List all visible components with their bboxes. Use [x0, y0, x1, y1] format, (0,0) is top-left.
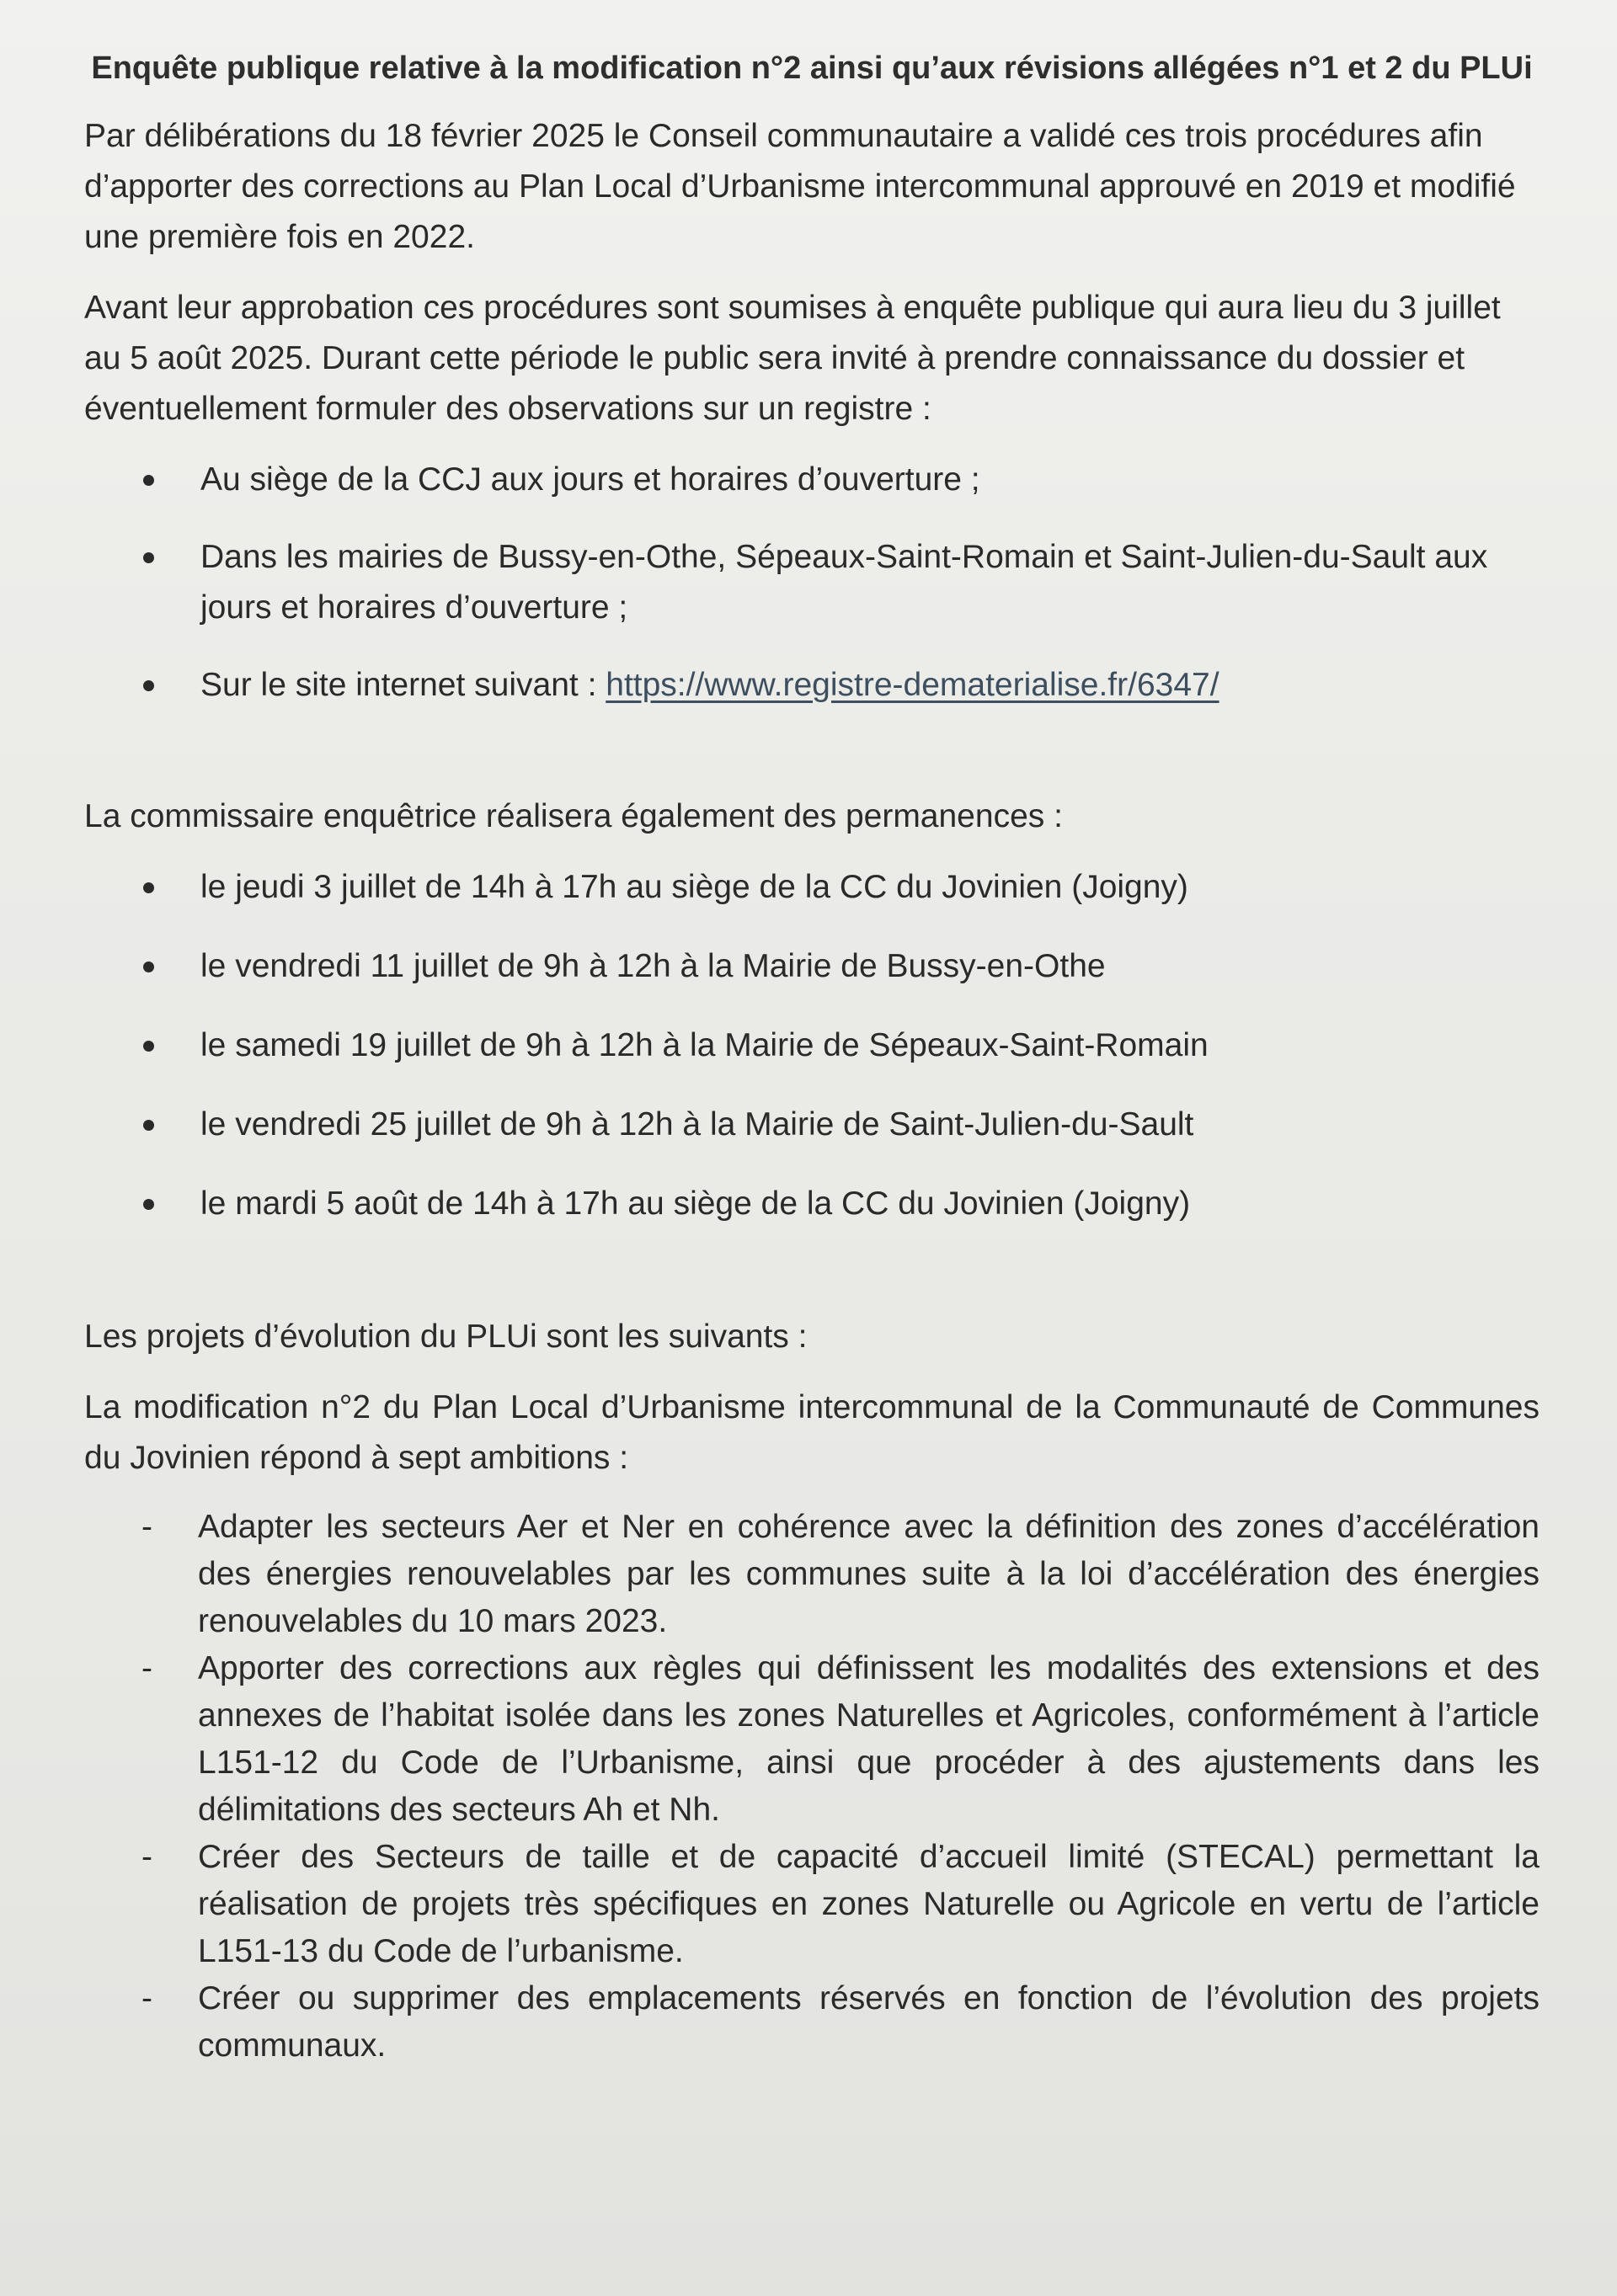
bullet-icon	[143, 1041, 154, 1052]
list-item	[84, 1179, 1540, 1229]
list-item-text: Dans les mairies de Bussy-en-Othe, Sépeaux-Saint-Romain et Saint-Julien-du-Sault aux jours et horaires d’ouverture ;	[200, 539, 1488, 626]
bullet-icon	[143, 680, 154, 691]
list-item	[84, 455, 1540, 505]
list-item	[84, 1645, 1540, 1834]
permanence-text: le samedi 19 juillet de 9h à 12h à la Mairie de Sépeaux-Saint-Romain	[200, 1027, 1209, 1063]
list-item	[84, 532, 1540, 633]
list-item-text: Sur le site internet suivant :	[200, 667, 606, 703]
bullet-icon	[143, 1199, 154, 1210]
bullet-icon	[143, 882, 154, 893]
modification-intro: La modification n°2 du Plan Local d’Urbanisme intercommunal de la Communauté de Communes du Jovinien répond à sept ambitions :	[84, 1389, 1540, 1476]
dash-icon: -	[141, 1980, 152, 2016]
list-item-text: Au siège de la CCJ aux jours et horaires d’ouverture ;	[200, 461, 980, 498]
list-item	[84, 1834, 1540, 1975]
list-item	[84, 1504, 1540, 1645]
ambition-text: Créer des Secteurs de taille et de capacité d’accueil limité (STECAL) permettant la réalisation de projets très spécifiques en zones Naturelle ou Agricole en vertu de l’article L151-13 du Code de l’urbanisme.	[198, 1839, 1540, 1969]
document-title: Enquête publique relative à la modification n°2 ainsi qu’aux révisions allégées n°1 et 2 du PLUi	[91, 51, 1533, 86]
bullet-icon	[143, 962, 154, 972]
permanence-text: le jeudi 3 juillet de 14h à 17h au siège de la CC du Jovinien (Joigny)	[200, 869, 1188, 905]
permanences-intro: La commissaire enquêtrice réalisera également des permanences :	[84, 798, 1063, 834]
dash-icon: -	[141, 1509, 152, 1545]
permanences-list	[84, 862, 1540, 1229]
dash-icon: -	[141, 1650, 152, 1686]
list-item	[84, 660, 1540, 711]
permanence-text: le mardi 5 août de 14h à 17h au siège de la CC du Jovinien (Joigny)	[200, 1185, 1191, 1222]
enquiry-paragraph: Avant leur approbation ces procédures sont soumises à enquête publique qui aura lieu du 3 juillet au 5 août 2025. Durant cette période le public sera invité à prendre connaissance du dossier et éventuellement formuler des observations sur un registre :	[84, 290, 1501, 427]
list-item	[84, 1100, 1540, 1150]
list-item	[84, 862, 1540, 913]
projects-intro: Les projets d’évolution du PLUi sont les suivants :	[84, 1318, 808, 1355]
list-item	[84, 941, 1540, 992]
dash-icon: -	[141, 1839, 152, 1875]
registry-list	[84, 455, 1540, 711]
bullet-icon	[143, 475, 154, 486]
list-item	[84, 1020, 1540, 1071]
permanence-text: le vendredi 11 juillet de 9h à 12h à la Mairie de Bussy-en-Othe	[200, 948, 1106, 984]
intro-paragraph: Par délibérations du 18 février 2025 le Conseil communautaire a validé ces trois procédures afin d’apporter des corrections au Plan Local d’Urbanisme intercommunal approuvé en 2019 et modifié une première fois en 2022.	[84, 118, 1516, 255]
registry-website-link[interactable]: https://www.registre-dematerialise.fr/6347/	[606, 667, 1219, 703]
ambition-text: Créer ou supprimer des emplacements réservés en fonction de l’évolution des projets communaux.	[198, 1980, 1540, 2064]
bullet-icon	[143, 1120, 154, 1131]
list-item	[84, 1975, 1540, 2070]
ambition-text: Adapter les secteurs Aer et Ner en cohérence avec la définition des zones d’accélération des énergies renouvelables par les communes suite à la loi d’accélération des énergies renouvelables du 10 mars 2023.	[198, 1509, 1540, 1639]
permanence-text: le vendredi 25 juillet de 9h à 12h à la Mairie de Saint-Julien-du-Sault	[200, 1106, 1194, 1143]
bullet-icon	[143, 552, 154, 563]
ambitions-list	[84, 1504, 1540, 2070]
ambition-text: Apporter des corrections aux règles qui définissent les modalités des extensions et des annexes de l’habitat isolée dans les zones Naturelles et Agricoles, conformément à l’article L151-12 du Code de l’Urbanisme, ainsi que procéder à des ajustements dans les délimitations des secteurs Ah et Nh.	[198, 1650, 1540, 1828]
